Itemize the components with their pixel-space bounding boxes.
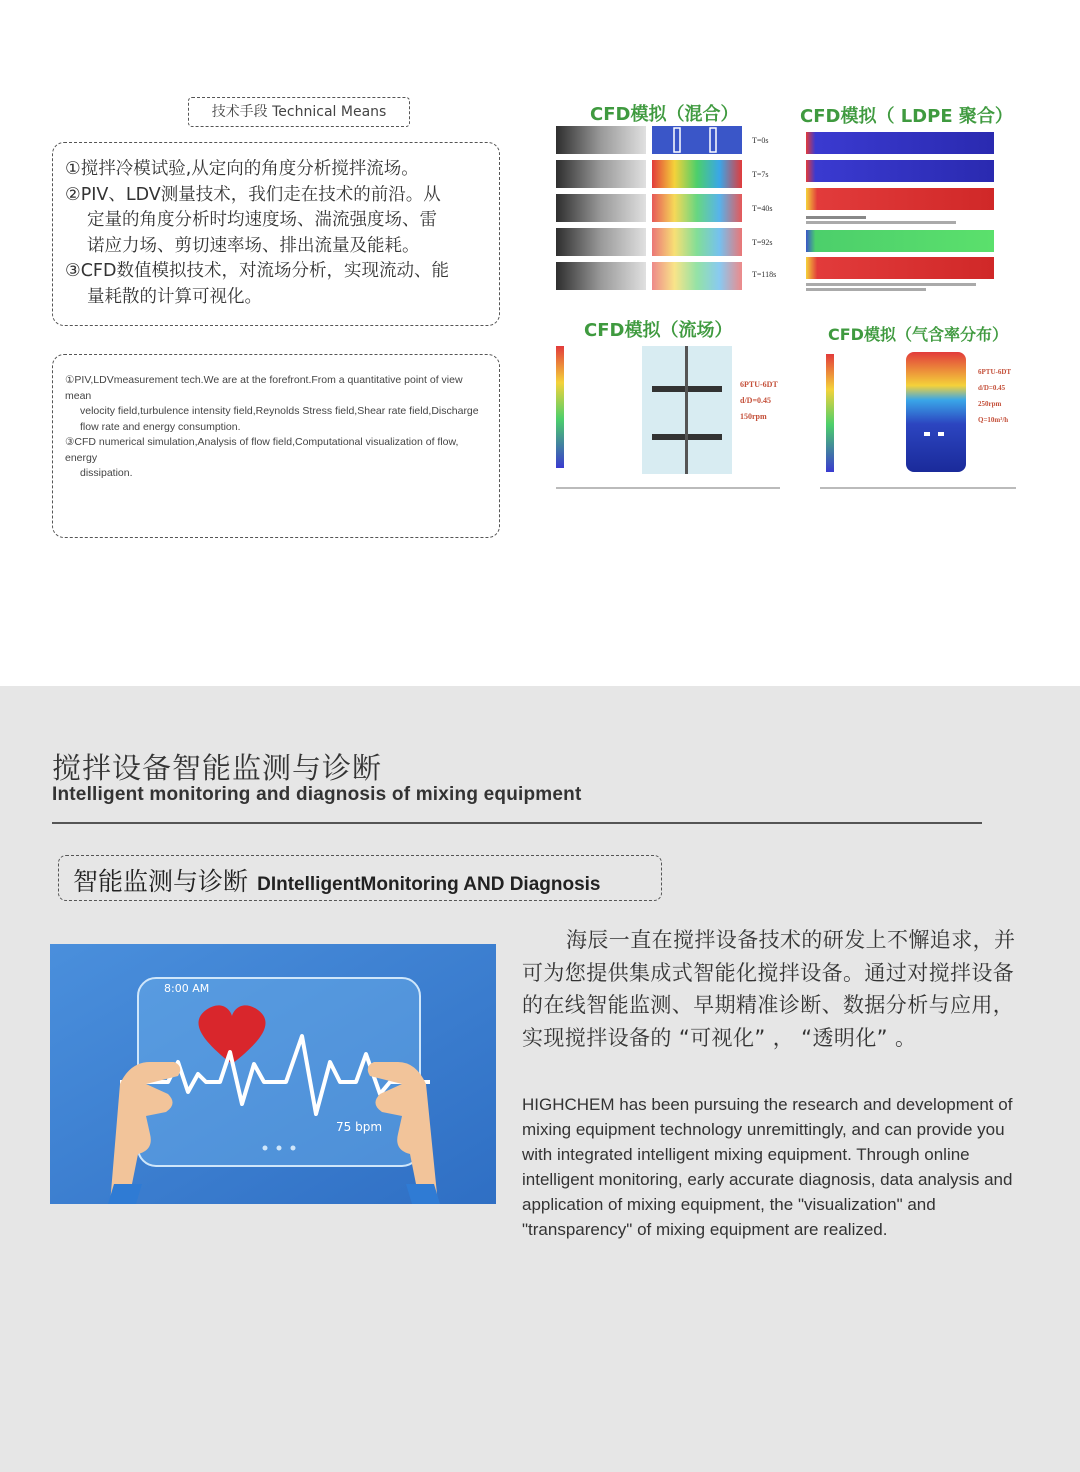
section-divider	[52, 822, 982, 824]
subsection-title-en: DIntelligentMonitoring AND Diagnosis	[257, 874, 601, 895]
cfd-gas-param: 250rpm	[978, 400, 1002, 408]
cfd-mixing-time-label: T=40s	[752, 204, 773, 213]
en-item: ①PIV,LDVmeasurement tech.We are at the forefront.From a quantitative point of view mean	[65, 374, 463, 402]
cfd-mixing-time-label: T=92s	[752, 238, 773, 247]
intro-paragraph-cn: 海辰一直在搅拌设备技术的研发上不懈追求，并可为您提供集成式智能化搅拌设备。通过对搅拌设备的在线智能监测、早期精准诊断、数据分析与应用，实现搅拌设备的 “可视化” ， “透明化” 。	[522, 928, 1016, 1050]
cfd-gas-image	[820, 322, 1016, 498]
heart-monitor-illustration	[50, 944, 496, 1204]
cfd-mixing-time-label: T=7s	[752, 170, 769, 179]
cfd-flow-image	[552, 316, 784, 496]
technical-means-cn-box	[52, 142, 500, 326]
cfd-mixing-title: CFD模拟（混合）	[590, 104, 739, 125]
cn-item: 定量的角度分析时均速度场、湍流强度场、雷	[87, 210, 437, 230]
status-time: 8:00 AM	[164, 982, 210, 995]
cfd-mixing-time-label: T=118s	[752, 270, 777, 279]
cfd-flow-param: d/D=0.45	[740, 396, 772, 405]
en-item: ③CFD numerical simulation,Analysis of flow field,Computational visualization of flow, energy	[65, 436, 459, 464]
cfd-gas-title: CFD模拟（气含率分布）	[828, 325, 1008, 344]
cfd-mixing-image	[552, 98, 784, 298]
bpm-readout: 75 bpm	[336, 1120, 383, 1134]
cfd-flow-param: 6PTU-6DT	[740, 380, 778, 389]
cn-item: ③CFD数值模拟技术，对流场分析，实现流动、能	[65, 261, 449, 281]
subsection-heading	[58, 855, 662, 901]
en-item: velocity field,turbulence intensity field,Reynolds Stress field,Shear rate field,Discharge	[80, 405, 479, 417]
cfd-gas-param: d/D=0.45	[978, 384, 1006, 392]
cn-item: ①搅拌冷模试验,从定向的角度分析搅拌流场。	[65, 159, 419, 179]
cfd-gas-panel	[820, 322, 1016, 498]
intro-paragraph-en: HIGHCHEM has been pursuing the research and development of mixing equipment technology unremittingly, and can provide you with integrated intelligent mixing equipment. Through online intelligent monitoring, early accurate diagnosis, data analysis and application of mixing equipment, the "visualization" and "transparency" of mixing equipment are realized.	[522, 1095, 1013, 1239]
cn-item: 量耗散的计算可视化。	[87, 286, 262, 307]
cfd-ldpe-image	[800, 100, 1010, 300]
cfd-gas-param: 6PTU-6DT	[978, 368, 1012, 376]
en-item: flow rate and energy consumption.	[80, 420, 241, 433]
subsection-title-cn: 智能监测与诊断	[73, 867, 249, 896]
cfd-flow-param: 150rpm	[740, 412, 767, 421]
section-subtitle: Intelligent monitoring and diagnosis of mixing equipment	[52, 784, 582, 805]
cfd-gas-param: Q=10m³/h	[978, 416, 1009, 424]
cn-item: ②PIV、LDV测量技术，我们走在技术的前沿。从	[65, 184, 441, 205]
cfd-mixing-panel	[552, 98, 784, 298]
cfd-flow-title: CFD模拟（流场）	[584, 320, 733, 341]
cn-item: 诺应力场、剪切速率场、排出流量及能耗。	[87, 235, 420, 256]
cfd-flow-panel	[552, 316, 784, 496]
cfd-ldpe-title: CFD模拟（ LDPE 聚合）	[800, 106, 1013, 127]
section-title: 搅拌设备智能监测与诊断	[52, 751, 383, 785]
technical-means-en-box	[52, 354, 500, 538]
cfd-mixing-time-label: T=0s	[752, 136, 769, 145]
cfd-ldpe-panel	[800, 100, 1013, 300]
technical-means-label: 技术手段 Technical Means	[188, 97, 410, 127]
en-item: dissipation.	[80, 467, 133, 479]
